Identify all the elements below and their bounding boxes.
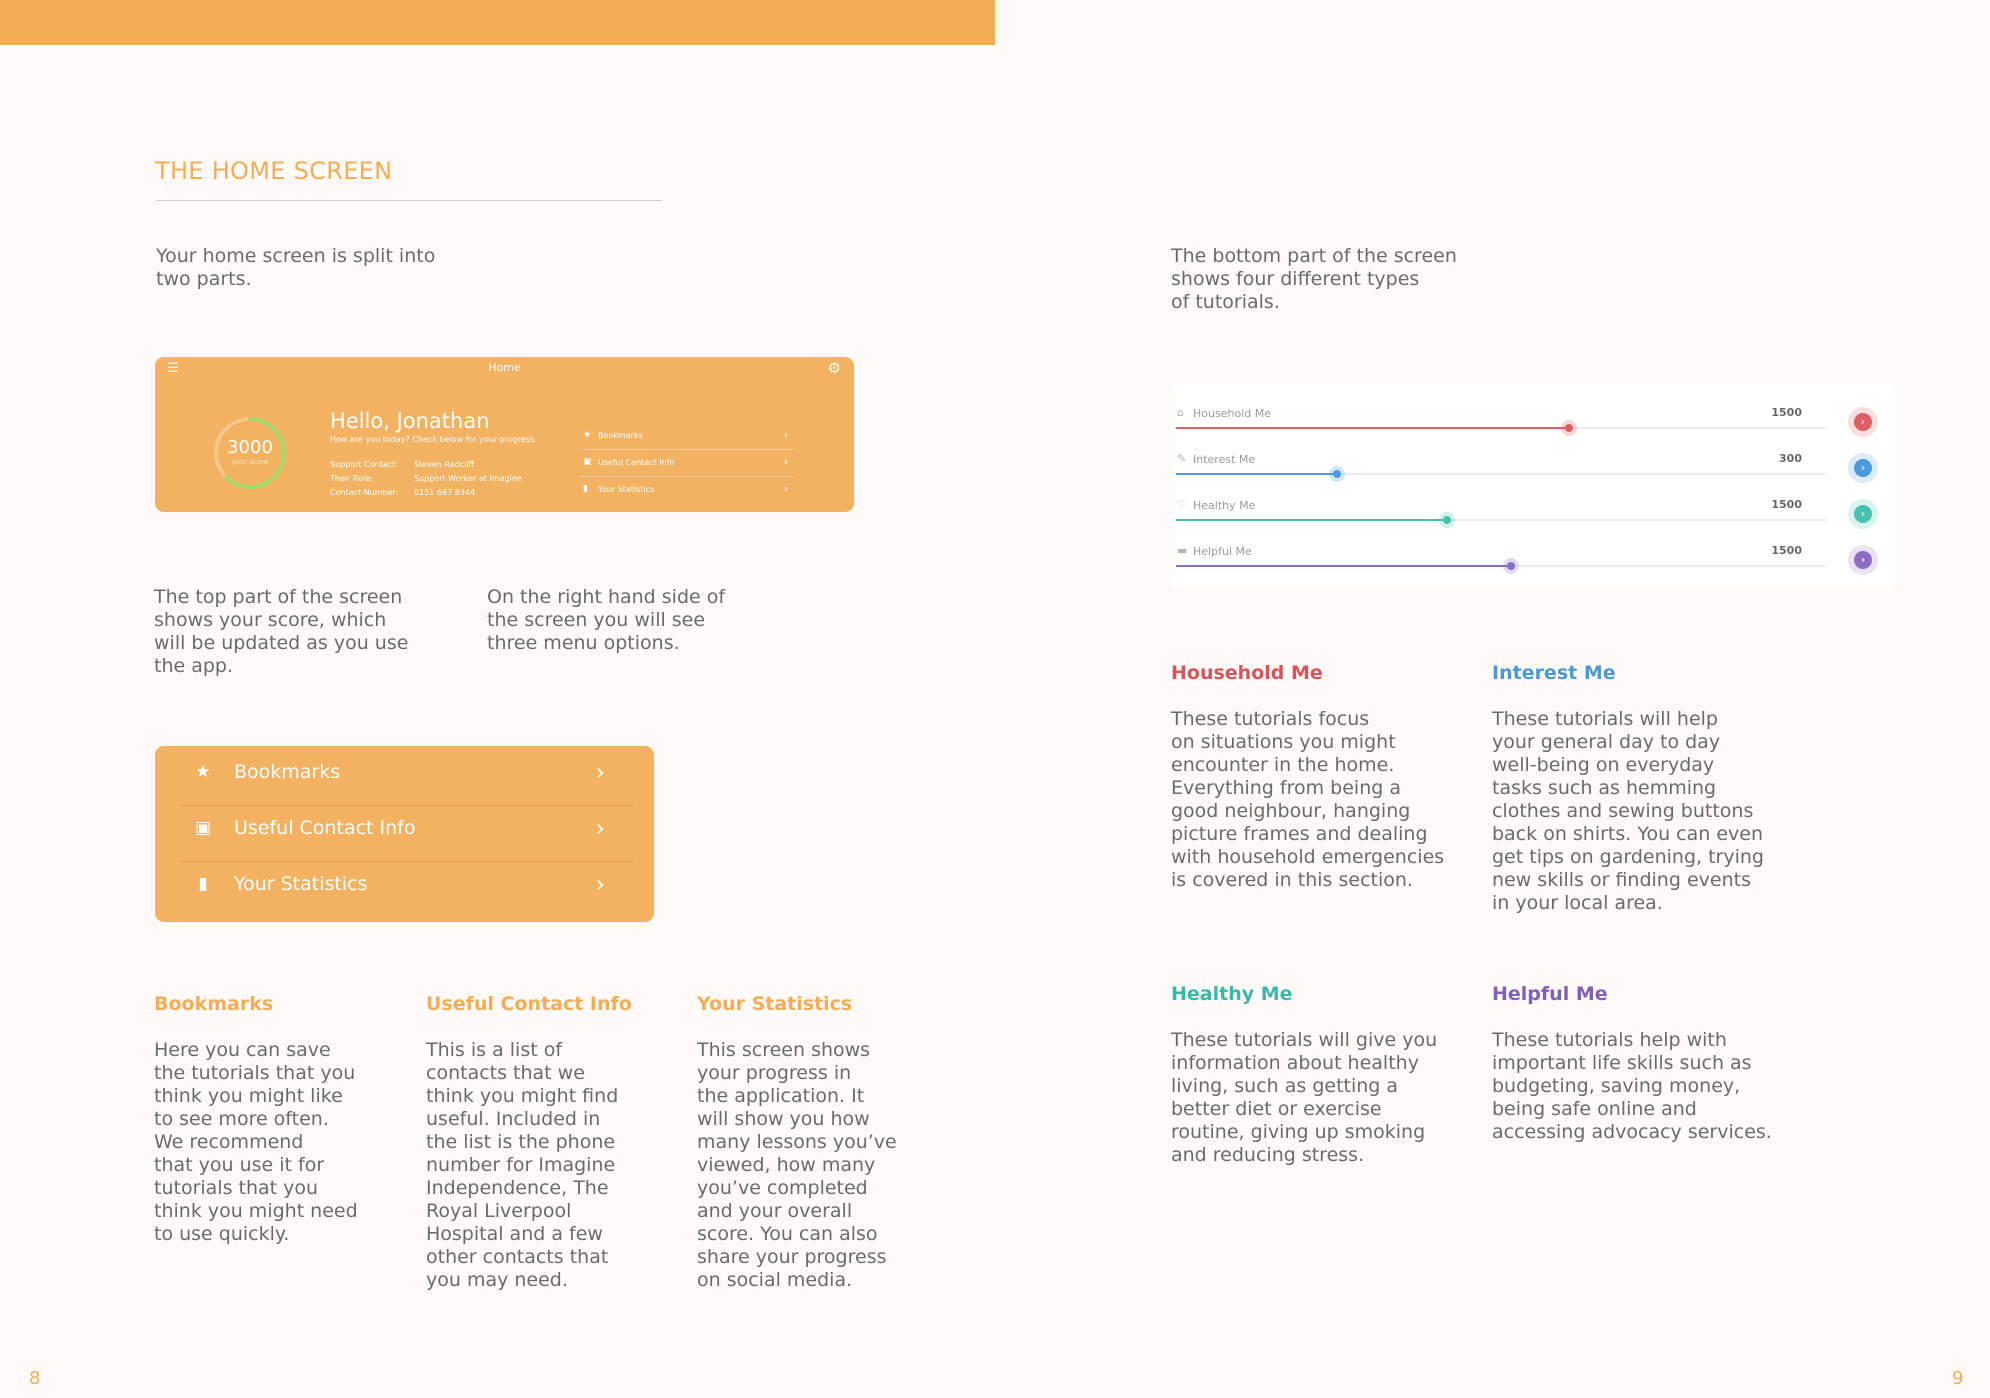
preview-menu-label: Your Statistics: [598, 485, 655, 494]
preview-menu-label: Bookmarks: [598, 431, 643, 440]
tutorial-progress-track: [1176, 427, 1826, 429]
chevron-right-icon: ›: [783, 482, 788, 495]
tutorials-preview-card: [1172, 383, 1896, 589]
section-heading-statistics: Your Statistics: [697, 993, 853, 1015]
title-divider: [156, 200, 662, 201]
support-contact-row: [330, 460, 474, 469]
tutorial-progress-track: [1176, 473, 1826, 475]
tutorial-progress-fill: [1176, 427, 1569, 429]
tutorial-label: Interest Me: [1193, 453, 1256, 466]
section-heading-contact-info: Useful Contact Info: [426, 993, 632, 1015]
menu-options-preview: [155, 746, 654, 922]
menu-item-bookmarks[interactable]: [179, 746, 633, 802]
hamburger-menu-icon[interactable]: ☰: [167, 361, 179, 376]
tutorial-progress-track: [1176, 565, 1826, 567]
chevron-right-icon: ›: [783, 428, 788, 441]
score-value: 3000: [227, 437, 273, 458]
star-icon: ★: [195, 762, 211, 782]
menu-item-your-statistics[interactable]: [179, 858, 633, 914]
tutorial-row-helpful[interactable]: [1172, 541, 1896, 587]
contact-number-label: Contact Number:: [330, 488, 399, 497]
top-part-text: The top part of the screen shows your score, which will be updated as you use the app.: [154, 586, 409, 677]
page-number-right: 9: [1952, 1368, 1964, 1389]
chevron-right-icon: ›: [595, 758, 605, 786]
pencil-icon: ✎: [1177, 452, 1187, 465]
contact-number-row: [330, 488, 475, 497]
preview-menu-label: Useful Contact Info: [598, 458, 675, 467]
page-title: THE HOME SCREEN: [155, 157, 393, 185]
header-color-bar: [0, 0, 995, 45]
menu-item-label: Your Statistics: [234, 873, 368, 895]
tutorial-label: Healthy Me: [1193, 499, 1256, 512]
support-contact-label: Support Contact:: [330, 460, 398, 469]
tutorials-intro-text: The bottom part of the screen shows four different types of tutorials.: [1171, 245, 1457, 313]
preview-menu-item-statistics[interactable]: [579, 477, 794, 503]
gear-icon[interactable]: ⚙: [827, 359, 841, 377]
tutorial-score: 1500: [1771, 406, 1802, 419]
tutorial-label: Helpful Me: [1193, 545, 1252, 558]
preview-screen-title: Home: [488, 361, 521, 374]
tutorial-progress-fill: [1176, 565, 1511, 567]
category-heading-household: Household Me: [1171, 662, 1323, 684]
category-text-household: These tutorials focus on situations you might encounter in the home. Everything from being a good neighbour, hanging picture frames and dealing with household emergencies is covered in this section.: [1171, 708, 1445, 891]
tutorial-score: 1500: [1771, 544, 1802, 557]
right-side-text: On the right hand side of the screen you will see three menu options.: [487, 586, 726, 654]
tutorial-score: 300: [1779, 452, 1802, 465]
chevron-right-icon: ›: [1854, 551, 1872, 569]
tutorial-label: Household Me: [1193, 407, 1271, 420]
bar-chart-icon: ▮: [198, 874, 208, 894]
tutorial-progress-knob[interactable]: [1561, 420, 1577, 436]
category-heading-interest: Interest Me: [1492, 662, 1616, 684]
tutorial-row-healthy[interactable]: [1172, 495, 1896, 541]
menu-item-useful-contact-info[interactable]: [179, 802, 633, 858]
bar-chart-icon: ▮: [583, 484, 588, 494]
tutorial-row-household[interactable]: [1172, 403, 1896, 449]
page-number-left: 8: [29, 1368, 41, 1389]
contact-book-icon: ▣: [583, 457, 592, 467]
preview-menu-item-contacts[interactable]: [579, 450, 794, 477]
greeting-subtitle: How are you today? Check below for your progress: [330, 435, 535, 444]
open-tutorial-button[interactable]: [1848, 545, 1878, 575]
chevron-right-icon: ›: [595, 870, 605, 898]
tutorial-score: 1500: [1771, 498, 1802, 511]
section-heading-bookmarks: Bookmarks: [154, 993, 274, 1015]
score-label: your score: [231, 458, 269, 466]
intro-text: Your home screen is split into two parts.: [156, 245, 436, 290]
open-tutorial-button[interactable]: [1848, 407, 1878, 437]
home-screen-preview: [155, 357, 854, 512]
chevron-right-icon: ›: [1854, 459, 1872, 477]
chevron-right-icon: ›: [783, 455, 788, 468]
tutorial-row-interest[interactable]: [1172, 449, 1896, 495]
open-tutorial-button[interactable]: [1848, 499, 1878, 529]
preview-menu-item-bookmarks[interactable]: [579, 423, 794, 450]
section-text-contact-info: This is a list of contacts that we think you might find useful. Included in the list is the phone number for Imagine Independence, The Royal Liverpool Hospital and a few other contacts that you may need.: [426, 1039, 619, 1291]
category-text-healthy: These tutorials will give you information about healthy living, such as getting a better diet or exercise routine, giving up smoking and reducing stress.: [1171, 1029, 1438, 1166]
menu-item-label: Bookmarks: [234, 761, 341, 783]
tutorial-progress-fill: [1176, 519, 1447, 521]
category-heading-healthy: Healthy Me: [1171, 983, 1293, 1005]
chevron-right-icon: ›: [1854, 413, 1872, 431]
category-text-interest: These tutorials will help your general day to day well-being on everyday tasks such as hemming clothes and sewing buttons back on shirts. You can even get tips on gardening, trying new skills or finding events in your local area.: [1492, 708, 1764, 914]
chevron-right-icon: ›: [1854, 505, 1872, 523]
house-icon: ⌂: [1177, 406, 1184, 419]
contact-book-icon: ▣: [194, 818, 212, 838]
open-tutorial-button[interactable]: [1848, 453, 1878, 483]
role-label: Their Role:: [330, 474, 373, 483]
speech-bubble-icon: ▬: [1177, 544, 1188, 557]
category-heading-helpful: Helpful Me: [1492, 983, 1608, 1005]
heart-icon: ♡: [1177, 498, 1187, 511]
section-text-statistics: This screen shows your progress in the application. It will show you how many lessons you’ve viewed, how many you’ve completed and your overall score. You can also share your progress on social media.: [697, 1039, 897, 1291]
greeting: Hello, Jonathan: [330, 409, 490, 433]
role-row: [330, 474, 522, 483]
category-text-helpful: These tutorials help with important life skills such as budgeting, saving money, being safe online and accessing advocacy services.: [1492, 1029, 1772, 1143]
tutorial-progress-track: [1176, 519, 1826, 521]
star-icon: ★: [583, 430, 592, 440]
menu-item-label: Useful Contact Info: [234, 817, 416, 839]
chevron-right-icon: ›: [595, 814, 605, 842]
tutorial-progress-knob[interactable]: [1329, 466, 1345, 482]
section-text-bookmarks: Here you can save the tutorials that you think you might like to see more often. We recommend that you use it for tutorials that you think you might need to use quickly.: [154, 1039, 358, 1245]
role-value: Support Worker at Imagine: [414, 474, 522, 483]
contact-number-value: 0151 667 8344: [414, 488, 476, 497]
tutorial-progress-knob[interactable]: [1439, 512, 1455, 528]
tutorial-progress-fill: [1176, 473, 1337, 475]
support-contact-value: Steven Radcliff: [414, 460, 475, 469]
tutorial-progress-knob[interactable]: [1503, 558, 1519, 574]
